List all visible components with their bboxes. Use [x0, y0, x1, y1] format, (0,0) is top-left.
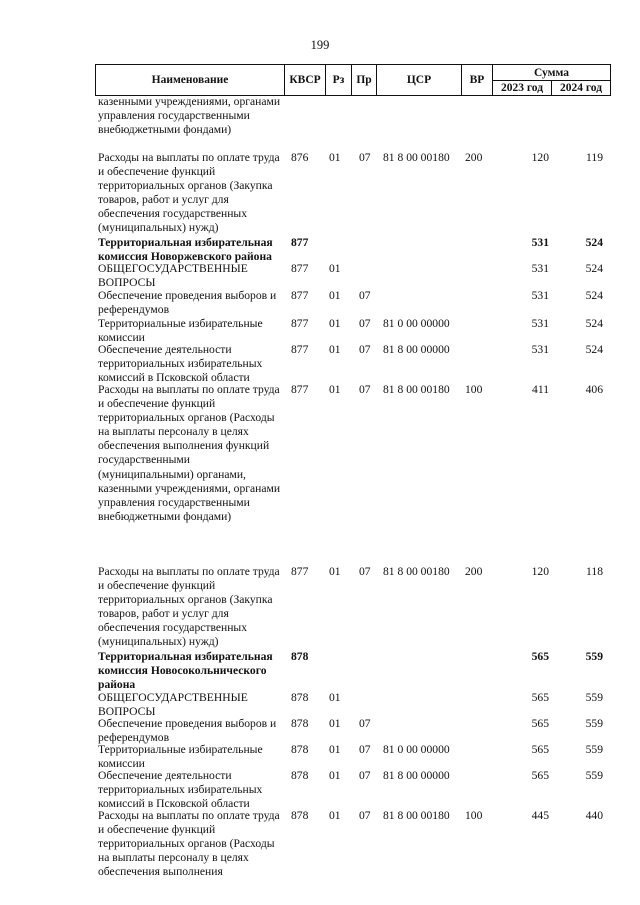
row-vr: 100	[465, 383, 483, 396]
row-sum-2024: 559	[585, 743, 603, 756]
row-csr: 81 8 00 00180	[383, 809, 450, 822]
row-pr: 07	[359, 289, 371, 302]
row-kvsr: 878	[291, 691, 309, 704]
page-number: 199	[310, 38, 330, 52]
row-sum-2024: 118	[586, 565, 603, 578]
row-rz: 01	[329, 151, 341, 164]
row-name: Территориальная избирательная комиссия Новосокольнического района	[98, 650, 273, 692]
row-kvsr: 877	[291, 565, 309, 578]
row-sum-2023: 565	[531, 717, 549, 730]
row-sum-2024: 559	[585, 650, 603, 663]
row-name: Территориальные избирательные комиссии	[98, 743, 263, 771]
header-sum: Сумма	[492, 64, 611, 81]
row-kvsr: 878	[291, 717, 309, 730]
row-csr: 81 8 00 00180	[383, 151, 450, 164]
header-rz: Рз	[325, 64, 352, 96]
table-header	[95, 64, 611, 96]
row-sum-2024: 559	[585, 769, 603, 782]
row-rz: 01	[329, 317, 341, 330]
header-name: Наименование	[95, 64, 285, 96]
row-rz: 01	[329, 383, 341, 396]
row-name: Расходы на выплаты по оплате труда и обеспечение функций территориальных органов (Расходы на выплаты персоналу в целях обеспечения выполнения функций государственными (муниципальными) органами, казенными учреждениями, органами управления государственными внебюджетными фондами)	[98, 383, 281, 523]
row-name: Обеспечение проведения выборов и референдумов	[98, 717, 277, 745]
row-sum-2024: 406	[585, 383, 603, 396]
row-pr: 07	[359, 809, 371, 822]
row-sum-2024: 559	[585, 691, 603, 704]
row-sum-2023: 531	[531, 262, 549, 275]
row-kvsr: 876	[291, 151, 309, 164]
row-kvsr: 877	[291, 383, 309, 396]
row-sum-2023: 445	[531, 809, 549, 822]
row-sum-2023: 120	[531, 565, 549, 578]
row-kvsr: 877	[291, 236, 309, 249]
row-pr: 07	[359, 343, 371, 356]
row-sum-2023: 565	[531, 650, 549, 663]
row-name: казенными учреждениями, органами управления государственными внебюджетными фондами)	[98, 95, 281, 137]
row-kvsr: 878	[291, 650, 309, 663]
row-rz: 01	[329, 565, 341, 578]
row-sum-2024: 524	[585, 289, 603, 302]
row-sum-2023: 531	[531, 289, 549, 302]
row-name: Расходы на выплаты по оплате труда и обеспечение функций территориальных органов (Закупка товаров, работ и услуг для обеспечения государственных (муниципальных) нужд)	[98, 151, 280, 235]
row-sum-2023: 565	[531, 769, 549, 782]
row-sum-2023: 531	[531, 236, 549, 249]
row-sum-2024: 524	[585, 343, 603, 356]
row-rz: 01	[329, 343, 341, 356]
header-vr: ВР	[461, 64, 493, 96]
row-csr: 81 0 00 00000	[383, 317, 450, 330]
row-pr: 07	[359, 717, 371, 730]
row-sum-2024: 524	[585, 262, 603, 275]
header-pr: Пр	[351, 64, 377, 96]
row-name: Расходы на выплаты по оплате труда и обеспечение функций территориальных органов (Расходы на выплаты персоналу в целях обеспечения выполнения	[98, 809, 280, 879]
row-pr: 07	[359, 743, 371, 756]
row-sum-2024: 119	[586, 151, 603, 164]
header-csr: ЦСР	[376, 64, 462, 96]
header-kvsr: КВСР	[284, 64, 326, 96]
row-kvsr: 878	[291, 769, 309, 782]
row-sum-2023: 531	[531, 343, 549, 356]
row-vr: 100	[465, 809, 483, 822]
row-rz: 01	[329, 262, 341, 275]
row-csr: 81 8 00 00000	[383, 769, 450, 782]
row-rz: 01	[329, 289, 341, 302]
row-name: ОБЩЕГОСУДАРСТВЕННЫЕ ВОПРОСЫ	[98, 262, 248, 290]
row-name: Обеспечение деятельности территориальных избирательных комиссий в Псковской области	[98, 769, 263, 811]
row-name: Обеспечение деятельности территориальных избирательных комиссий в Псковской области	[98, 343, 263, 385]
row-sum-2024: 524	[585, 236, 603, 249]
row-rz: 01	[329, 809, 341, 822]
row-kvsr: 877	[291, 317, 309, 330]
row-kvsr: 878	[291, 809, 309, 822]
row-name: Территориальная избирательная комиссия Новоржевского района	[98, 236, 273, 264]
row-csr: 81 8 00 00180	[383, 383, 450, 396]
row-kvsr: 877	[291, 289, 309, 302]
row-rz: 01	[329, 717, 341, 730]
header-year-2023: 2023 год	[492, 80, 552, 96]
row-csr: 81 0 00 00000	[383, 743, 450, 756]
row-vr: 200	[465, 565, 483, 578]
row-csr: 81 8 00 00180	[383, 565, 450, 578]
row-sum-2024: 440	[585, 809, 603, 822]
row-pr: 07	[359, 769, 371, 782]
row-sum-2024: 524	[585, 317, 603, 330]
row-name: Обеспечение проведения выборов и референдумов	[98, 289, 277, 317]
row-rz: 01	[329, 691, 341, 704]
row-vr: 200	[465, 151, 483, 164]
row-sum-2024: 559	[585, 717, 603, 730]
row-sum-2023: 565	[531, 691, 549, 704]
row-sum-2023: 120	[531, 151, 549, 164]
row-name: ОБЩЕГОСУДАРСТВЕННЫЕ ВОПРОСЫ	[98, 691, 248, 719]
row-pr: 07	[359, 565, 371, 578]
row-sum-2023: 411	[532, 383, 549, 396]
row-rz: 01	[329, 743, 341, 756]
row-sum-2023: 565	[531, 743, 549, 756]
header-year-2024: 2024 год	[551, 80, 611, 96]
row-csr: 81 8 00 00000	[383, 343, 450, 356]
row-pr: 07	[359, 317, 371, 330]
row-name: Территориальные избирательные комиссии	[98, 317, 263, 345]
row-kvsr: 877	[291, 343, 309, 356]
row-pr: 07	[359, 151, 371, 164]
row-kvsr: 877	[291, 262, 309, 275]
row-kvsr: 878	[291, 743, 309, 756]
row-name: Расходы на выплаты по оплате труда и обеспечение функций территориальных органов (Закупка товаров, работ и услуг для обеспечения государственных (муниципальных) нужд)	[98, 565, 280, 649]
row-sum-2023: 531	[531, 317, 549, 330]
row-pr: 07	[359, 383, 371, 396]
row-rz: 01	[329, 769, 341, 782]
